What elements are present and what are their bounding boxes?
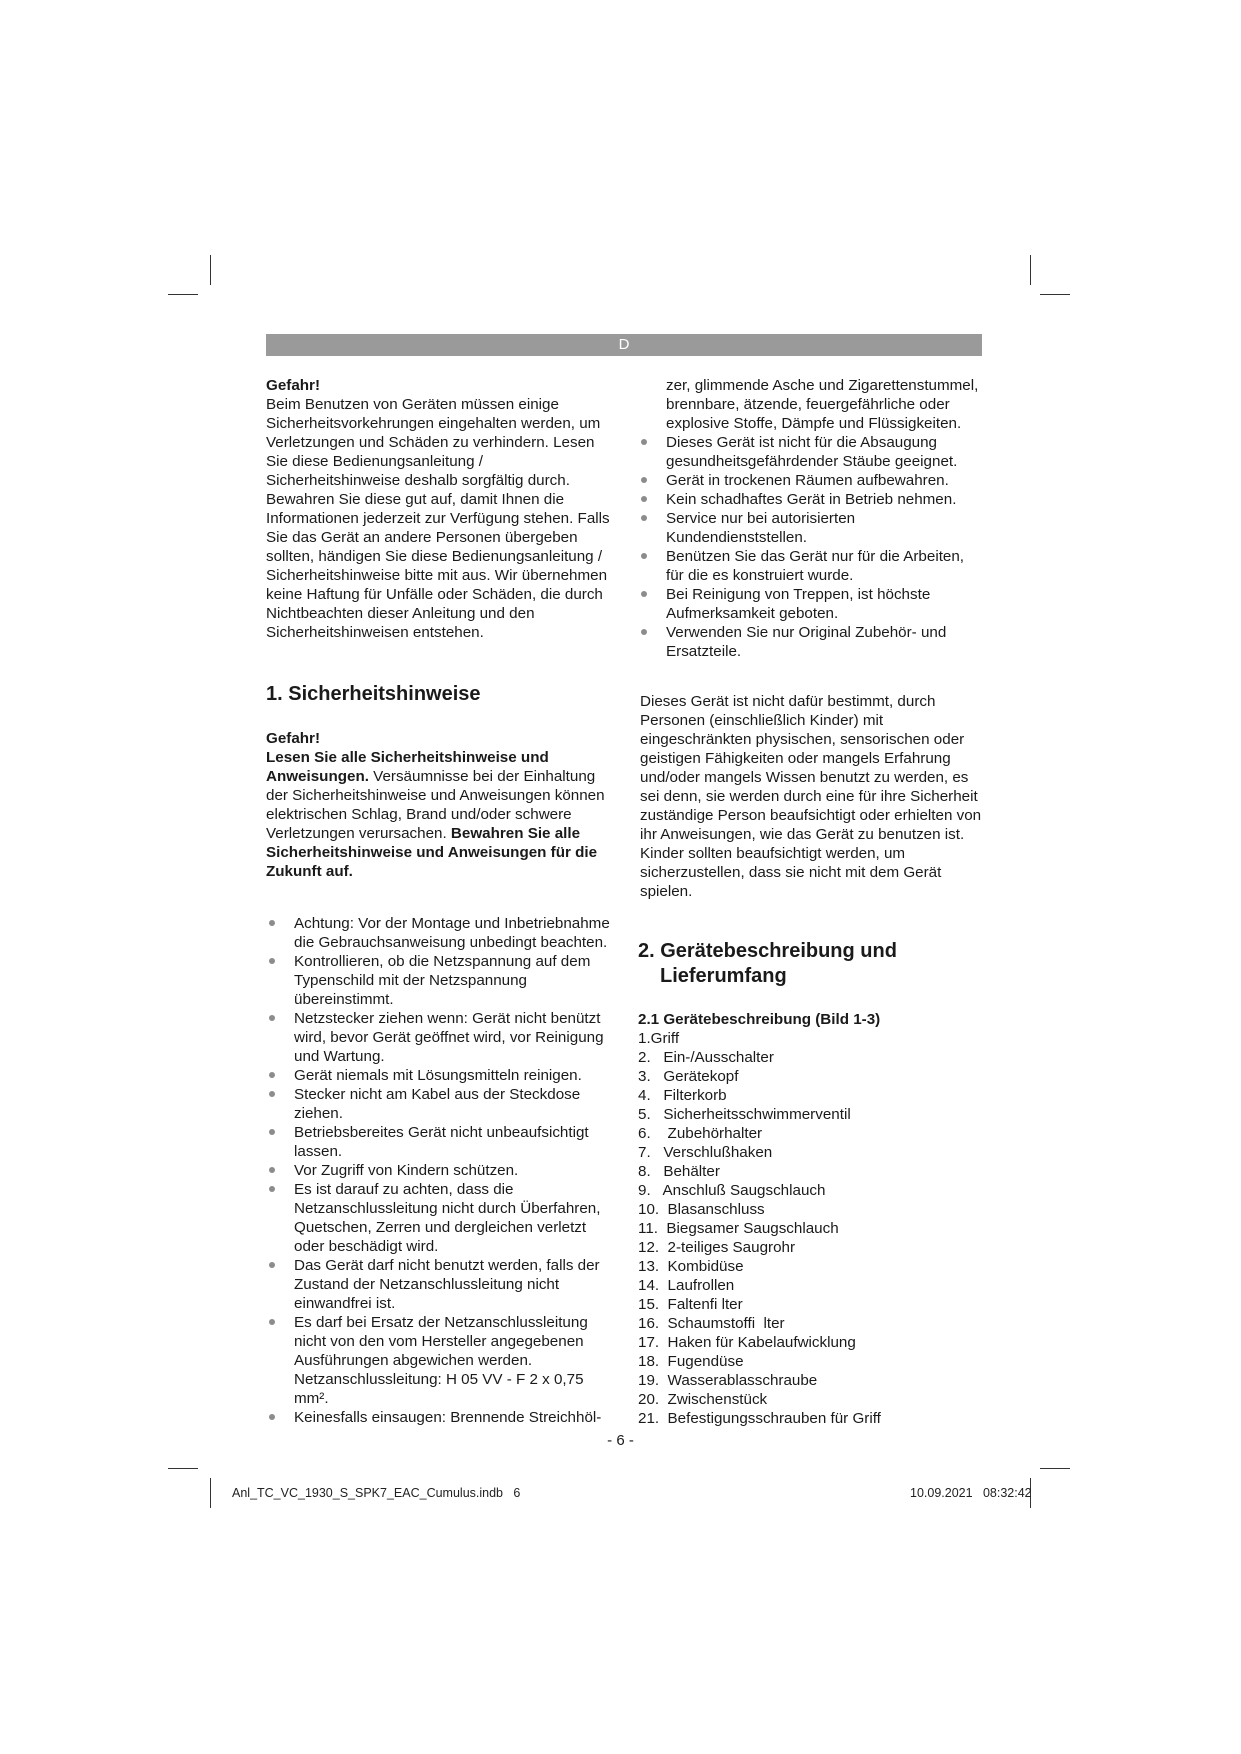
list-item: Bei Reinigung von Treppen, ist höchste Aufmerksamkeit geboten.: [638, 585, 982, 623]
list-item: 6. Zubehörhalter: [638, 1125, 763, 1142]
list-item: 1.Griff: [638, 1030, 680, 1047]
footer-file-name: Anl_TC_VC_1930_S_SPK7_EAC_Cumulus.indb 6: [232, 1486, 521, 1500]
list-item: Gerät in trockenen Räumen aufbewahren.: [638, 471, 982, 490]
safety-list-right: [638, 433, 982, 661]
list-item: 20. Zwischenstück: [638, 1391, 768, 1408]
list-item: Verwenden Sie nur Original Zubehör- und Ersatzteile.: [638, 623, 982, 661]
list-item: Keinesfalls einsaugen: Brennende Streichhöl-: [266, 1408, 618, 1427]
crop-mark: [168, 1468, 198, 1469]
intro-heading: Gefahr!: [266, 377, 321, 394]
list-item: Das Gerät darf nicht benutzt werden, falls der Zustand der Netzanschlussleitung nicht einwandfrei ist.: [266, 1256, 618, 1313]
list-item: 3. Gerätekopf: [638, 1068, 739, 1085]
list-item: 7. Verschlußhaken: [638, 1144, 773, 1161]
section-1-bold-lead: Lesen Sie alle Sicherheitshinweise und Anweisungen.: [266, 749, 549, 785]
crop-mark: [1030, 255, 1031, 285]
list-item: Service nur bei autorisierten Kundendienststellen.: [638, 509, 982, 547]
bullet-continuation: zer, glimmende Asche und Zigarettenstummel, brennbare, ätzende, feuergefährliche oder explosive Stoffe, Dämpfe und Flüssigkeiten.: [666, 377, 979, 432]
list-item: 19. Wasserablasschraube: [638, 1372, 818, 1389]
list-item: 13. Kombidüse: [638, 1258, 744, 1275]
list-item: 21. Befestigungsschrauben für Griff: [638, 1410, 881, 1427]
crop-mark: [210, 255, 211, 285]
section-1-intro: [266, 748, 618, 881]
section-2-1-title: 2.1 Gerätebeschreibung (Bild 1-3): [638, 1011, 881, 1028]
list-item: 11. Biegsamer Saugschlauch: [638, 1220, 839, 1237]
section-1-title: 1. Sicherheitshinweise: [266, 683, 481, 705]
list-item: 9. Anschluß Saugschlauch: [638, 1182, 826, 1199]
list-item: 17. Haken für Kabelaufwicklung: [638, 1334, 856, 1351]
list-item: Stecker nicht am Kabel aus der Steckdose ziehen.: [266, 1085, 618, 1123]
right-column: [638, 376, 982, 1428]
section-1-danger: Gefahr!: [266, 730, 321, 747]
list-item: 12. 2-teiliges Saugrohr: [638, 1239, 796, 1256]
list-item: 18. Fugendüse: [638, 1353, 744, 1370]
list-item: Vor Zugriff von Kindern schützen.: [266, 1161, 618, 1180]
list-item: Kontrollieren, ob die Netzspannung auf dem Typenschild mit der Netzspannung übereinstimmt.: [266, 952, 618, 1009]
section-1-text: Versäumnisse bei der Einhaltung der Sicherheitshinweise und Anweisungen können elektrischen Schlag, Brand und/oder schwere Verletzungen verursachen.: [266, 768, 605, 842]
list-item: Dieses Gerät ist nicht für die Absaugung gesundheitsgefährdender Stäube geeignet.: [638, 433, 982, 471]
list-item: Kein schadhaftes Gerät in Betrieb nehmen.: [638, 490, 982, 509]
list-item: Netzstecker ziehen wenn: Gerät nicht benützt wird, bevor Gerät geöffnet wird, vor Reinigung und Wartung.: [266, 1009, 618, 1066]
crop-mark: [1040, 294, 1070, 295]
language-tab: D: [266, 334, 982, 356]
list-item: Achtung: Vor der Montage und Inbetriebnahme die Gebrauchsanweisung unbedingt beachten.: [266, 914, 618, 952]
list-item: Es darf bei Ersatz der Netzanschlussleitung nicht von den vom Hersteller angegebenen Ausführungen abgewichen werden. Netzanschlussleitung: H 05 VV - F 2 x 0,75 mm².: [266, 1313, 618, 1408]
list-item: Benützen Sie das Gerät nur für die Arbeiten, für die es konstruiert wurde.: [638, 547, 982, 585]
footer-timestamp: 10.09.2021 08:32:42: [910, 1486, 1032, 1500]
crop-mark: [168, 294, 198, 295]
list-item: 16. Schaumstoffi lter: [638, 1315, 785, 1332]
list-item: Betriebsbereites Gerät nicht unbeaufsichtigt lassen.: [266, 1123, 618, 1161]
children-notice: Dieses Gerät ist nicht dafür bestimmt, durch Personen (einschließlich Kinder) mit eingeschränkten physischen, sensorischen oder geistigen Fähigkeiten oder mangels Erfahrung und/oder mangels Wissen benutzt zu werden, es sei denn, sie werden durch eine für ihre Sicherheit zuständige Person beaufsichtigt oder erhielten von ihr Anweisungen, wie das Gerät zu benutzen ist. Kinder sollten beaufsichtigt werden, um sicherzustellen, dass sie nicht mit dem Gerät spielen.: [640, 693, 982, 900]
section-2-title-line2: Lieferumfang: [660, 965, 787, 987]
intro-text: Beim Benutzen von Geräten müssen einige Sicherheitsvorkehrungen eingehalten werden, um Verletzungen und Schäden zu verhindern. Lesen Sie diese Bedienungsanleitung / Sicherheitshinweise deshalb sorgfältig durch. Bewahren Sie diese gut auf, damit Ihnen die Informationen jederzeit zur Verfügung stehen. Falls Sie das Gerät an andere Personen übergeben sollten, händigen Sie diese Bedienungsanleitung / Sicherheitshinweise bitte mit aus. Wir übernehmen keine Haftung für Unfälle oder Schäden, die durch Nichtbeachten dieser Anleitung und den Sicherheitshinweisen entstehen.: [266, 396, 610, 641]
section-2-title: 2. Gerätebeschreibung und: [638, 940, 897, 962]
list-item: Gerät niemals mit Lösungsmitteln reinigen.: [266, 1066, 618, 1085]
list-item: 4. Filterkorb: [638, 1087, 727, 1104]
list-item: 5. Sicherheitsschwimmerventil: [638, 1106, 851, 1123]
list-item: 15. Faltenfi lter: [638, 1296, 743, 1313]
safety-list-left: [266, 914, 618, 1427]
list-item: Es ist darauf zu achten, dass die Netzanschlussleitung nicht durch Überfahren, Quetschen, Zerren und dergleichen verletzt oder beschädigt wird.: [266, 1180, 618, 1256]
crop-mark: [1040, 1468, 1070, 1469]
list-item: 10. Blasanschluss: [638, 1201, 765, 1218]
parts-list: [638, 1029, 982, 1428]
left-column: [266, 376, 618, 1427]
list-item: 2. Ein-/Ausschalter: [638, 1049, 774, 1066]
crop-mark: [210, 1478, 211, 1508]
section-1-bold-tail: Bewahren Sie alle Sicherheitshinweise und Anweisungen für die Zukunft auf.: [266, 825, 598, 880]
list-item: 8. Behälter: [638, 1163, 720, 1180]
list-item: 14. Laufrollen: [638, 1277, 735, 1294]
page-number: - 6 -: [607, 1432, 634, 1449]
